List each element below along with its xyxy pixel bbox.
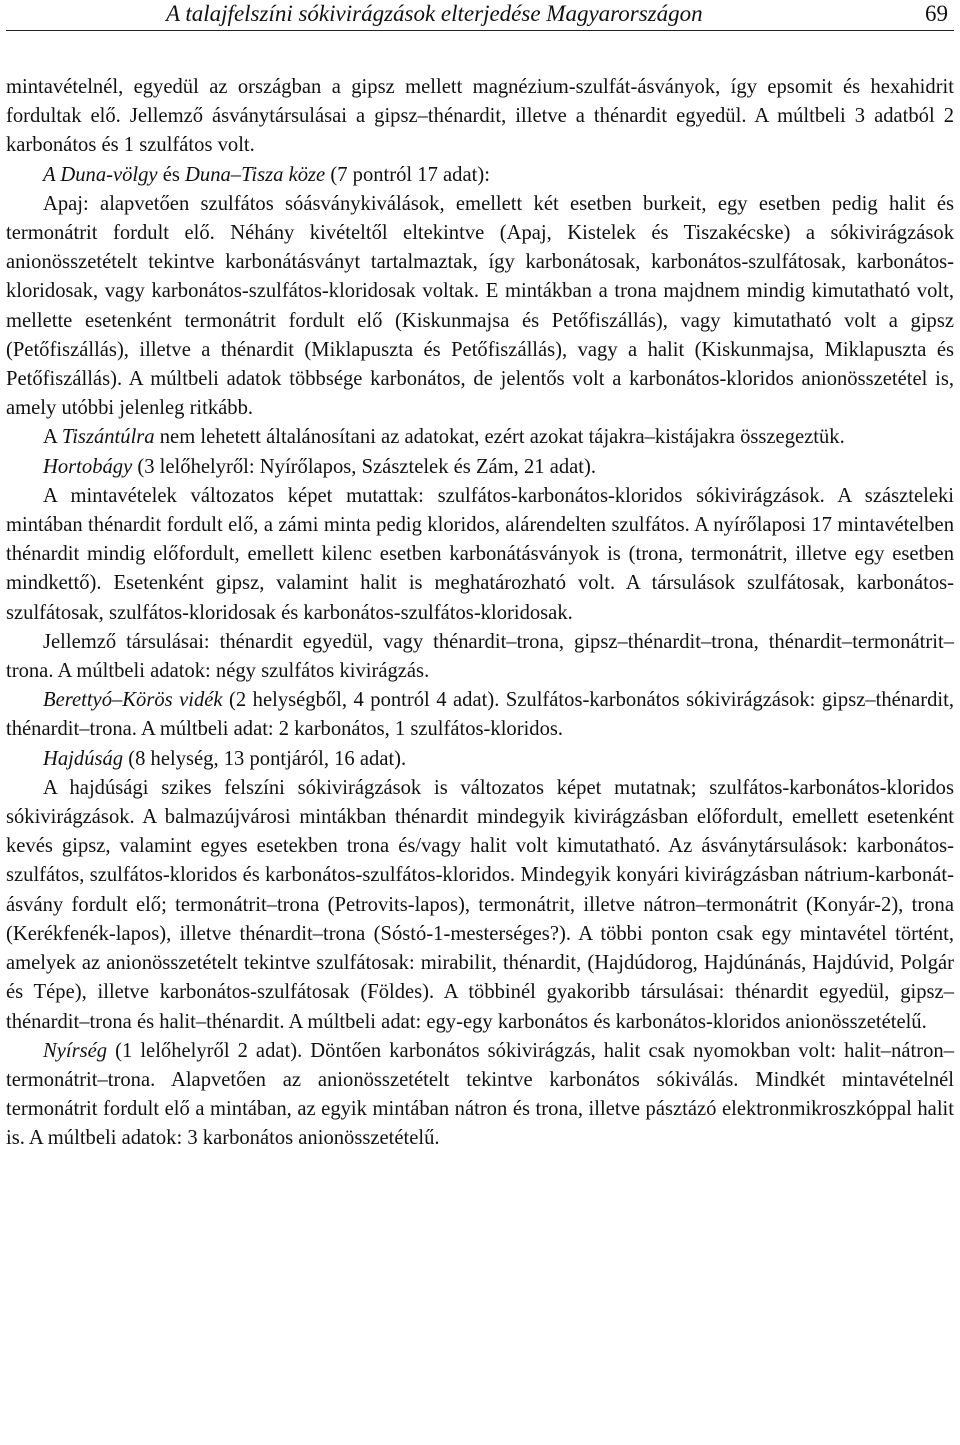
region-name: Hajdúság [43, 747, 124, 770]
paragraph-lead: A [43, 426, 62, 449]
region-name: Berettyó–Körös vidék [43, 689, 223, 712]
region-name: Nyírség [43, 1039, 108, 1062]
paragraph-apaj: Apaj: alapvetően szulfátos sóásványkiválások, emellett két esetben burkeit, egy esetben pedig halit és termonátrit fordult elő. Néhány kivételtől eltekintve (Apaj, Kistelek és Tiszakécske) a sókivirágzások anionösszetételt tekintve karbonátásványt tartalmaztak, így karbonátosak, karbonátos-szulfátosak, karbonátos-kloridosak, vagy karbonátos-szulfátos-kloridosak voltak. E mintákban a trona majdnem mindig kimutatható volt, mellette esetenként termonátrit fordult elő (Kiskunmajsa és Petőfiszállás), vagy kimutatható volt a gipsz (Petőfiszállás), illetve a thénardit (Miklapuszta és Petőfiszállás), vagy a halit (Kiskunmajsa, Miklapuszta és Petőfiszállás). A múltbeli adatok többsége karbonátos, de jelentős volt a karbonátos-kloridos anionösszetétel is, amely utóbbi jelenleg ritkább. [6, 192, 954, 420]
paragraph-tiszantul [6, 423, 954, 452]
paragraph-hortobagy-associations: Jellemző társulásai: thénardit egyedül, vagy thénardit–trona, gipsz–thénardit–trona, thénardit–termonátrit–trona. A múltbeli adatok: négy szulfátos kivirágzás. [6, 630, 954, 683]
section-heading-hajdusag [6, 745, 954, 774]
section-detail: (7 pontról 17 adat): [325, 163, 490, 186]
region-name: A Duna-völgy [43, 163, 158, 186]
section-nyirseg [6, 1037, 954, 1154]
section-heading-duna [6, 161, 954, 190]
section-detail: (3 lelőhelyről: Nyírőlapos, Szásztelek és Zám, 21 adat). [132, 455, 597, 478]
paragraph-hortobagy-samples: A mintavételek változatos képet mutattak: szulfátos-karbonátos-kloridos sókivirágzások. A szászteleki mintában thénardit fordult elő, a zámi minta pedig kloridos, alárendelten szulfátos. A nyírőlaposi 17 mintavételben thénardit mindig előfordult, emellett kilenc esetben karbonátásványok is (trona, termonátrit, illetve egy esetben mindkettő). Esetenként gipsz, valamint halit is meghatározható volt. A társulások szulfátosak, karbonátos-szulfátosak, szulfátos-kloridosak és karbonátos-szulfátos-kloridosak. [6, 484, 954, 624]
region-name: Hortobágy [43, 455, 133, 478]
section-detail: (8 helység, 13 pontjáról, 16 adat). [123, 747, 407, 770]
paragraph-hajdusag: A hajdúsági szikes felszíni sókivirágzások is változatos képet mutatnak; szulfátos-karbonátos-kloridos sókivirágzások. A balmazújvárosi mintákban thénardit mindegyik kivirágzásban előfordult, emellett esetenként kevés gipsz, valamint egyes esetekben trona és/vagy halit volt kimutatható. Az ásványtársulások: karbonátos-szulfátos, szulfátos-kloridos és karbonátos-szulfátos-kloridos. Mindegyik konyári kivirágzásban nátrium-karbonát-ásvány fordult elő; termonátrit–trona (Petrovits-lapos), termonátrit, illetve nátron–termonátrit (Konyár-2), trona (Kerékfenék-lapos), illetve thénardit–trona (Sóstó-1-mesterséges?). A többi ponton csak egy mintavétel történt, amelyek az anionösszetételt tekintve szulfátosak: mirabilit, thénardit, (Hajdúdorog, Hajdúnánás, Hajdúvid, Polgár és Tépe), illetve karbonátos-szulfátosak (Földes). A többinél gyakoribb társulásai: thénardit egyedül, gipsz–thénardit–trona és halit–thénardit. A múltbeli adat: egy-egy karbonátos és karbonátos-kloridos anionösszetételű. [6, 776, 954, 1033]
running-header [6, 0, 954, 31]
running-title: A talajfelszíni sókivirágzások elterjedése Magyarországon [166, 1, 703, 26]
page-number: 69 [925, 1, 948, 26]
paragraph-rest: nem lehetett általánosítani az adatokat, ezért azokat tájakra–kistájakra összegeztük. [154, 426, 845, 449]
section-detail: (2 helységből, 4 pontról 4 adat). Szulfátos-karbonátos sókivirágzások: gipsz–thénardit, thénardit–trona. A múltbeli adat: 2 karbonátos, 1 szulfátos-kloridos. [6, 689, 954, 741]
section-detail: (1 lelőhelyről 2 adat). Döntően karbonátos sókivirágzás, halit csak nyomokban volt: halit–nátron–termonátrit–trona. Alapvetően az anionösszetételt tekintve karbonátos sókiválás. Mindkét mintavételnél termonátrit fordult elő a mintában, az egyik mintában nátron és trona, illetve pásztázó elektronmikroszkóppal halit is. A múltbeli adatok: 3 karbonátos anionösszetételű. [6, 1039, 954, 1150]
paragraph-continuation: mintavételnél, egyedül az országban a gipsz mellett magnézium-szulfát-ásványok, így epsomit és hexahidrit fordultak elő. Jellemző ásványtársulásai a gipsz–thénardit, illetve a thénardit egyedül. A múltbeli 3 adatból 2 karbonátos és 1 szulfátos volt. [6, 76, 954, 157]
region-name: Tiszántúlra [61, 426, 155, 449]
region-name: Duna–Tisza köze [185, 163, 326, 186]
document-page [6, 0, 954, 1154]
conjunction: és [157, 163, 186, 186]
section-heading-hortobagy [6, 453, 954, 482]
body-text [6, 73, 954, 1154]
section-berettyo-koros [6, 686, 954, 744]
